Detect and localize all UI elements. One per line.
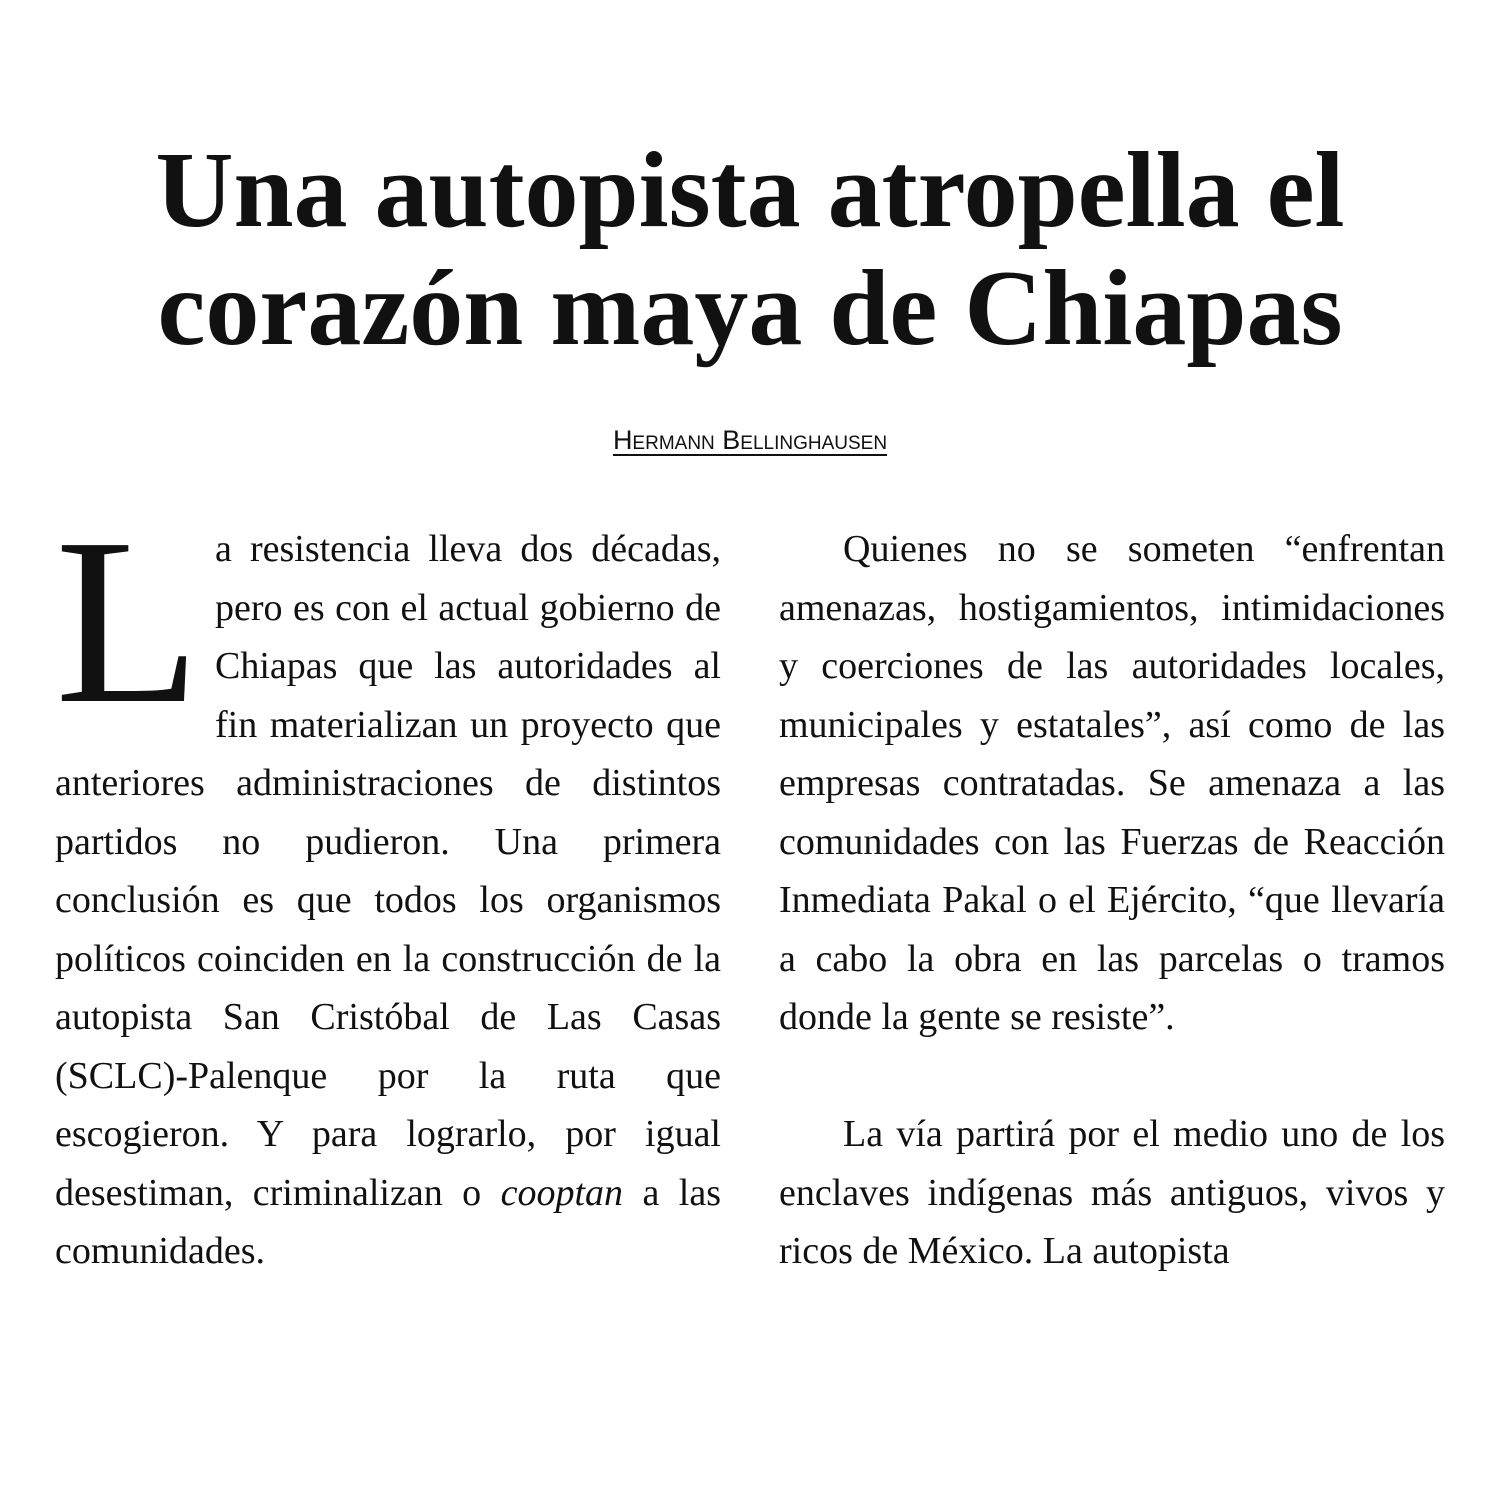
column-left [55,510,722,1281]
italic-word: cooptan [500,1171,624,1214]
paragraph-2: Quienes no se someten “enfrentan amenazas, hostigamientos, intimidaciones y coerciones de las autoridades locales, municipales y estatales”, así como de las empresas contratadas. Se amenaza a las comunidades con las Fuerzas de Reacción Inmediata Pakal o el Ejército, “que llevaría a cabo la obra en las parcelas o tramos donde la gente se resiste”. [779,528,1445,1038]
paragraph-1 [55,510,722,1281]
paragraph-1-end: a las comunidades. [55,1171,722,1272]
column-right [779,520,1445,1281]
headline [0,132,1500,368]
author-name: Hermann Bellinghausen [612,425,888,455]
drop-cap: L [55,510,201,753]
paragraph-3: La vía partirá por el medio uno de los enclaves indígenas más antiguos, vivos y ricos de México. La autopista [779,1113,1445,1272]
article-body [0,510,1500,1393]
paragraph-1-text: a resistencia lleva dos décadas, pero es con el actual gobierno de Chiapas que las autoridades al fin materializan un proyecto que anteriores administraciones de distintos partidos no pudieron. Una primera conclusión es que todos los organismos políticos coinciden en la construcción de la autopista San Cristóbal de Las Casas (SCLC)-Palenque por la ruta que escogieron. Y para lograrlo, por igual desestiman, criminalizan o [55,528,721,1214]
headline-line-1: Una autopista atropella el [155,131,1345,250]
byline [0,420,1500,460]
headline-line-2: corazón maya de Chiapas [157,249,1343,368]
